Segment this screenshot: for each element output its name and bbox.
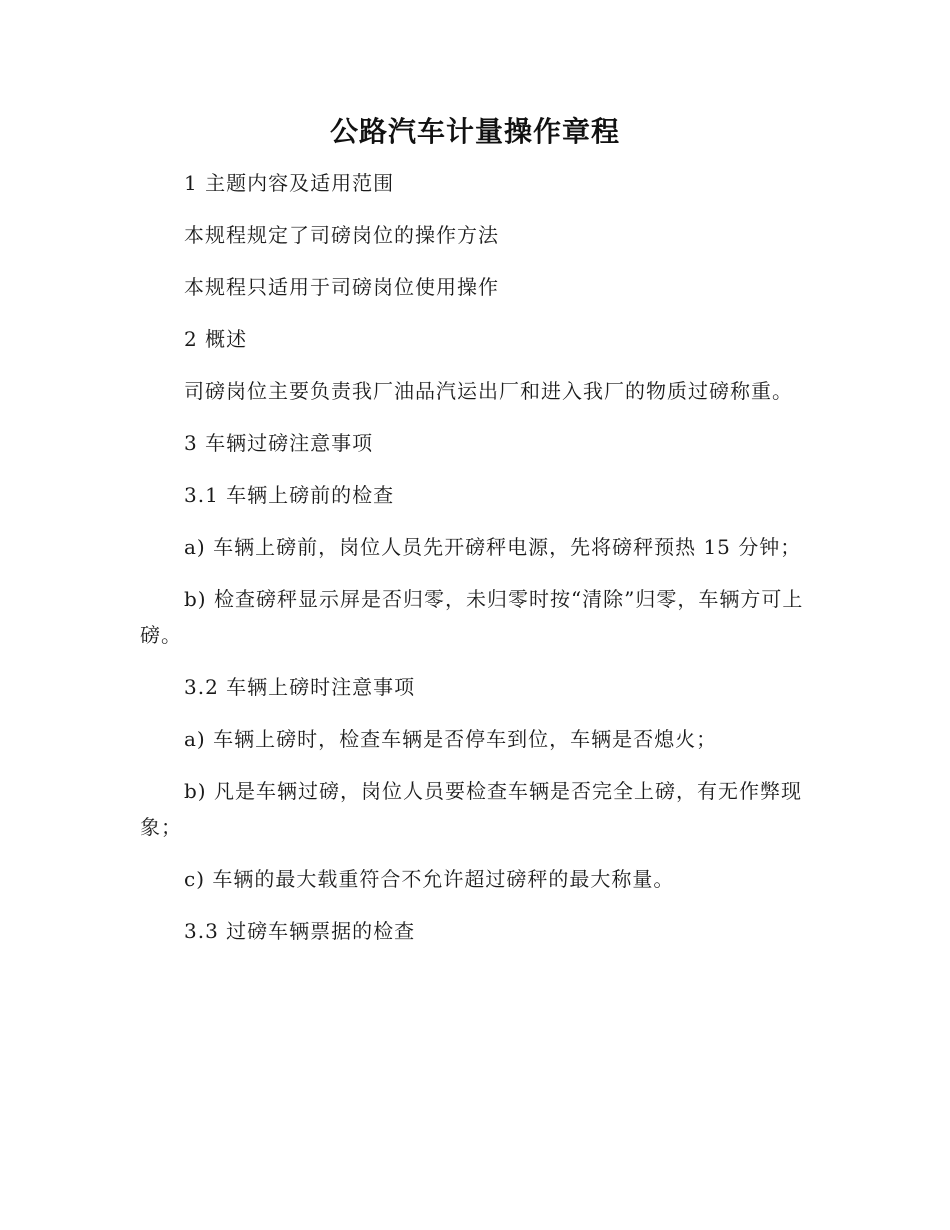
list-item-3-2-c: c) 车辆的最大载重符合不允许超过磅秤的最大称量。 — [184, 867, 675, 891]
subsection-heading-3-3: 3.3 过磅车辆票据的检查 — [184, 919, 416, 943]
list-item-3-1-b: b) 检查磅秤显示屏是否归零，未归零时按“清除”归零，车辆方可上磅。 — [140, 587, 804, 647]
list-item-3-1-a: a) 车辆上磅前，岗位人员先开磅秤电源，先将磅秤预热 15 分钟； — [184, 535, 802, 559]
paragraph-scope-1: 本规程规定了司磅岗位的操作方法 — [184, 223, 499, 247]
document-title: 公路汽车计量操作章程 — [329, 115, 620, 148]
subsection-heading-3-1: 3.1 车辆上磅前的检查 — [184, 483, 395, 507]
section-heading-1: 1 主题内容及适用范围 — [184, 171, 395, 195]
list-item-3-2-b: b) 凡是车辆过磅，岗位人员要检查车辆是否完全上磅，有无作弊现象； — [140, 779, 802, 839]
paragraph-overview: 司磅岗位主要负责我厂油品汽运出厂和进入我厂的物质过磅称重。 — [184, 379, 793, 403]
subsection-heading-3-2: 3.2 车辆上磅时注意事项 — [184, 675, 416, 699]
document-body — [140, 165, 805, 965]
section-heading-2: 2 概述 — [184, 327, 248, 351]
paragraph-scope-2: 本规程只适用于司磅岗位使用操作 — [184, 275, 499, 299]
list-item-3-2-a: a) 车辆上磅时，检查车辆是否停车到位，车辆是否熄火； — [184, 727, 718, 751]
section-heading-3: 3 车辆过磅注意事项 — [184, 431, 374, 455]
